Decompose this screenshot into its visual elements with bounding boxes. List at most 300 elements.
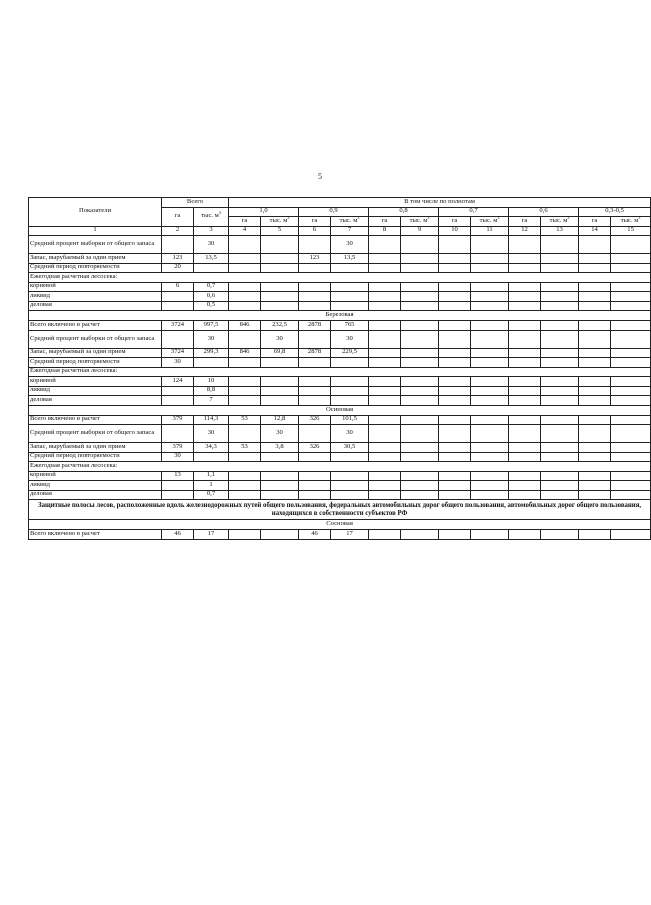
table-cell: 124 bbox=[162, 377, 194, 387]
header-unit-ha: га bbox=[509, 217, 541, 227]
table-cell bbox=[162, 330, 194, 348]
table-cell bbox=[369, 452, 401, 462]
header-unit-ha: га bbox=[439, 217, 471, 227]
subheading: Ежегодная расчетная лесосека: bbox=[29, 367, 651, 377]
table-cell: 0,6 bbox=[194, 292, 229, 302]
table-cell bbox=[579, 425, 611, 443]
table-cell bbox=[401, 358, 439, 368]
table-row bbox=[29, 481, 651, 491]
row-label: Средний период повторяемости bbox=[29, 263, 162, 273]
column-number: 5 bbox=[261, 226, 299, 236]
table-cell: 30 bbox=[331, 330, 369, 348]
table-cell: 20 bbox=[162, 263, 194, 273]
table-cell bbox=[509, 452, 541, 462]
table-cell bbox=[611, 358, 651, 368]
table-cell bbox=[509, 358, 541, 368]
table-cell bbox=[541, 377, 579, 387]
header-density: 0,6 bbox=[509, 207, 579, 217]
column-number: 12 bbox=[509, 226, 541, 236]
table-cell bbox=[439, 481, 471, 491]
table-cell bbox=[579, 396, 611, 406]
table-cell bbox=[471, 236, 509, 254]
table-cell bbox=[261, 471, 299, 481]
table-cell: 17 bbox=[331, 530, 369, 540]
table-cell bbox=[541, 396, 579, 406]
table-cell bbox=[611, 490, 651, 500]
table-cell: 8,8 bbox=[194, 386, 229, 396]
table-cell bbox=[439, 386, 471, 396]
table-cell: 30 bbox=[261, 425, 299, 443]
table-cell bbox=[369, 396, 401, 406]
table-cell bbox=[579, 236, 611, 254]
table-cell bbox=[401, 386, 439, 396]
table-cell: 846 bbox=[229, 348, 261, 358]
table-cell bbox=[229, 282, 261, 292]
table-cell bbox=[439, 425, 471, 443]
header-unit-volume: тыс. $м^3$ bbox=[611, 217, 651, 227]
table-cell bbox=[439, 490, 471, 500]
table-cell: 114,3 bbox=[194, 415, 229, 425]
table-cell bbox=[439, 452, 471, 462]
table-cell bbox=[439, 263, 471, 273]
header-unit-ha: га bbox=[229, 217, 261, 227]
table-cell bbox=[229, 236, 261, 254]
table-cell bbox=[229, 301, 261, 311]
table-cell bbox=[369, 254, 401, 264]
table-row bbox=[29, 311, 651, 321]
table-cell bbox=[541, 301, 579, 311]
table-cell bbox=[509, 530, 541, 540]
table-cell bbox=[509, 282, 541, 292]
table-cell bbox=[611, 396, 651, 406]
table-cell bbox=[579, 377, 611, 387]
table-cell bbox=[369, 292, 401, 302]
header-unit-ha: га bbox=[579, 217, 611, 227]
table-cell bbox=[509, 263, 541, 273]
table-row bbox=[29, 254, 651, 264]
table-cell bbox=[471, 292, 509, 302]
table-cell bbox=[579, 481, 611, 491]
table-row bbox=[29, 273, 651, 283]
table-row bbox=[29, 490, 651, 500]
table-cell bbox=[471, 263, 509, 273]
table-row bbox=[29, 330, 651, 348]
table-cell: 2878 bbox=[299, 321, 331, 331]
table-cell bbox=[611, 481, 651, 491]
table-cell bbox=[471, 358, 509, 368]
table-row bbox=[29, 452, 651, 462]
table-cell bbox=[401, 292, 439, 302]
table-cell bbox=[369, 471, 401, 481]
table-cell bbox=[579, 471, 611, 481]
table-cell bbox=[611, 386, 651, 396]
table-cell bbox=[471, 301, 509, 311]
header-by-density: В том числе по полнотам bbox=[229, 198, 651, 208]
table-cell bbox=[471, 348, 509, 358]
table-cell bbox=[439, 292, 471, 302]
table-cell bbox=[162, 301, 194, 311]
table-cell bbox=[611, 443, 651, 453]
table-cell bbox=[261, 490, 299, 500]
table-cell bbox=[369, 330, 401, 348]
row-label: Запас, вырубаемый за один прием bbox=[29, 348, 162, 358]
table-cell bbox=[579, 490, 611, 500]
table-cell bbox=[471, 396, 509, 406]
subheading: Ежегодная расчетная лесосека: bbox=[29, 273, 651, 283]
row-label: Средний период повторяемости bbox=[29, 358, 162, 368]
row-label: Всего включено в расчет bbox=[29, 530, 162, 540]
table-row bbox=[29, 471, 651, 481]
table-row bbox=[29, 415, 651, 425]
table-cell bbox=[229, 471, 261, 481]
table-cell: 30 bbox=[194, 330, 229, 348]
header-unit-ha: га bbox=[369, 217, 401, 227]
table-cell bbox=[611, 236, 651, 254]
table-cell bbox=[541, 358, 579, 368]
section-heading: Сосновая bbox=[29, 520, 651, 530]
table-cell bbox=[579, 358, 611, 368]
column-number: 8 bbox=[369, 226, 401, 236]
table-cell bbox=[299, 301, 331, 311]
table-cell bbox=[369, 425, 401, 443]
table-cell bbox=[471, 443, 509, 453]
table-cell bbox=[401, 415, 439, 425]
table-cell bbox=[471, 386, 509, 396]
table-cell bbox=[471, 254, 509, 264]
table-row bbox=[29, 377, 651, 387]
table-cell bbox=[299, 490, 331, 500]
table-cell bbox=[369, 530, 401, 540]
table-cell bbox=[439, 321, 471, 331]
table-cell bbox=[331, 386, 369, 396]
table-cell bbox=[261, 358, 299, 368]
table-cell bbox=[541, 330, 579, 348]
table-cell bbox=[229, 254, 261, 264]
table-cell bbox=[194, 358, 229, 368]
table-cell bbox=[299, 236, 331, 254]
table-cell bbox=[579, 452, 611, 462]
table-cell: 229,5 bbox=[331, 348, 369, 358]
table-cell bbox=[401, 530, 439, 540]
header-density: 0,9 bbox=[299, 207, 369, 217]
table-cell bbox=[331, 301, 369, 311]
table-cell bbox=[541, 471, 579, 481]
table-cell: 12,8 bbox=[261, 415, 299, 425]
table-cell bbox=[162, 490, 194, 500]
table-row bbox=[29, 443, 651, 453]
column-number: 1 bbox=[29, 226, 162, 236]
table-cell bbox=[162, 425, 194, 443]
table-cell bbox=[439, 471, 471, 481]
table-cell: 17 bbox=[194, 530, 229, 540]
table-row bbox=[29, 282, 651, 292]
table-cell bbox=[579, 443, 611, 453]
table-cell bbox=[611, 321, 651, 331]
table-cell: 326 bbox=[299, 443, 331, 453]
table-cell bbox=[579, 530, 611, 540]
table-cell bbox=[229, 377, 261, 387]
table-cell bbox=[541, 530, 579, 540]
table-cell bbox=[471, 481, 509, 491]
table-cell bbox=[579, 263, 611, 273]
table-cell bbox=[401, 377, 439, 387]
row-label: Запас, вырубаемый за один прием bbox=[29, 443, 162, 453]
table-cell: 10 bbox=[194, 377, 229, 387]
table-cell bbox=[509, 348, 541, 358]
row-label: Средний период повторяемости bbox=[29, 452, 162, 462]
table-cell bbox=[611, 348, 651, 358]
table-cell bbox=[439, 415, 471, 425]
table-cell bbox=[331, 292, 369, 302]
row-label: деловая bbox=[29, 301, 162, 311]
table-cell bbox=[611, 292, 651, 302]
table-cell bbox=[229, 263, 261, 273]
column-number: 9 bbox=[401, 226, 439, 236]
table-cell: 232,5 bbox=[261, 321, 299, 331]
table-cell bbox=[509, 386, 541, 396]
table-cell bbox=[541, 481, 579, 491]
row-label: Средний процент выборки от общего запаса bbox=[29, 330, 162, 348]
row-label: ликвид bbox=[29, 292, 162, 302]
table-row bbox=[29, 358, 651, 368]
section-heading: Осиновая bbox=[29, 405, 651, 415]
table-cell: 30 bbox=[162, 358, 194, 368]
table-cell bbox=[369, 415, 401, 425]
table-cell bbox=[439, 396, 471, 406]
table-cell bbox=[611, 282, 651, 292]
column-number: 10 bbox=[439, 226, 471, 236]
table-cell: 46 bbox=[299, 530, 331, 540]
table-cell bbox=[439, 254, 471, 264]
table-cell: 30 bbox=[331, 236, 369, 254]
table-cell bbox=[194, 263, 229, 273]
table-row bbox=[29, 321, 651, 331]
table-cell bbox=[439, 377, 471, 387]
table-cell bbox=[579, 321, 611, 331]
table-cell bbox=[261, 292, 299, 302]
table-cell: 30 bbox=[331, 425, 369, 443]
table-cell bbox=[439, 330, 471, 348]
column-number: 7 bbox=[331, 226, 369, 236]
table-cell bbox=[509, 301, 541, 311]
table-cell bbox=[299, 358, 331, 368]
table-cell bbox=[401, 348, 439, 358]
table-cell bbox=[541, 443, 579, 453]
header-density: 1,0 bbox=[229, 207, 299, 217]
row-label: корневой bbox=[29, 471, 162, 481]
table-cell bbox=[261, 386, 299, 396]
table-row bbox=[29, 367, 651, 377]
table-cell bbox=[229, 358, 261, 368]
table-cell bbox=[261, 282, 299, 292]
table-cell bbox=[579, 282, 611, 292]
table-cell bbox=[162, 396, 194, 406]
table-cell: 3724 bbox=[162, 321, 194, 331]
table-cell bbox=[509, 396, 541, 406]
table-cell: 46 bbox=[162, 530, 194, 540]
table-cell bbox=[471, 321, 509, 331]
table-cell: 30 bbox=[162, 452, 194, 462]
header-indicators: Показатели bbox=[29, 198, 162, 227]
table-cell: 379 bbox=[162, 443, 194, 453]
table-cell bbox=[439, 443, 471, 453]
table-cell bbox=[229, 386, 261, 396]
header-unit-volume: тыс. $м^3$ bbox=[541, 217, 579, 227]
row-label: ликвид bbox=[29, 386, 162, 396]
table-cell bbox=[401, 321, 439, 331]
table-cell bbox=[579, 348, 611, 358]
table-cell: 1 bbox=[194, 481, 229, 491]
table-cell bbox=[541, 292, 579, 302]
table-cell bbox=[471, 282, 509, 292]
page-number: 5 bbox=[318, 172, 322, 181]
table-cell: 30,5 bbox=[331, 443, 369, 453]
table-cell bbox=[439, 236, 471, 254]
table-cell bbox=[331, 358, 369, 368]
table-cell bbox=[331, 282, 369, 292]
table-cell bbox=[369, 490, 401, 500]
table-cell bbox=[369, 377, 401, 387]
table-cell bbox=[541, 321, 579, 331]
header-unit-volume: тыс. $м^3$ bbox=[401, 217, 439, 227]
table-cell bbox=[541, 254, 579, 264]
table-cell bbox=[369, 263, 401, 273]
table-cell bbox=[299, 330, 331, 348]
table-cell bbox=[509, 292, 541, 302]
table-cell bbox=[369, 321, 401, 331]
table-cell bbox=[331, 471, 369, 481]
table-row bbox=[29, 292, 651, 302]
table-cell: 379 bbox=[162, 415, 194, 425]
table-cell bbox=[471, 377, 509, 387]
group-heading: Защитные полосы лесов, расположенные вдоль железнодорожных путей общего пользования, федеральных автомобильных дорог общего пользования, автомобильных дорог общего пользования, находящихся в собственности субъектов РФ bbox=[29, 500, 651, 520]
table-cell bbox=[261, 263, 299, 273]
table-cell bbox=[541, 236, 579, 254]
table-cell bbox=[579, 301, 611, 311]
table-cell bbox=[194, 452, 229, 462]
table-cell bbox=[471, 530, 509, 540]
table-cell bbox=[299, 396, 331, 406]
table-cell bbox=[299, 452, 331, 462]
table-cell bbox=[299, 386, 331, 396]
table-cell bbox=[509, 490, 541, 500]
table-cell: 1,1 bbox=[194, 471, 229, 481]
table-cell bbox=[229, 452, 261, 462]
table-cell bbox=[299, 377, 331, 387]
table-cell: 34,3 bbox=[194, 443, 229, 453]
column-number: 2 bbox=[162, 226, 194, 236]
header-density: 0,7 bbox=[439, 207, 509, 217]
table-cell bbox=[299, 481, 331, 491]
table-cell bbox=[229, 330, 261, 348]
table-cell bbox=[509, 321, 541, 331]
table-cell bbox=[369, 282, 401, 292]
table-cell: 30 bbox=[194, 425, 229, 443]
header-density: 0,8 bbox=[369, 207, 439, 217]
header-unit-volume: тыс. $м^3$ bbox=[331, 217, 369, 227]
table-cell bbox=[439, 358, 471, 368]
table-cell bbox=[611, 301, 651, 311]
table-cell bbox=[611, 530, 651, 540]
header-total: Всего bbox=[162, 198, 229, 208]
table-cell bbox=[509, 377, 541, 387]
table-cell: 997,5 bbox=[194, 321, 229, 331]
header-unit-ha: га bbox=[299, 217, 331, 227]
table-cell bbox=[439, 301, 471, 311]
table-cell: 13,5 bbox=[194, 254, 229, 264]
table-cell bbox=[299, 471, 331, 481]
table-cell bbox=[509, 481, 541, 491]
table-cell: 326 bbox=[299, 415, 331, 425]
table-cell bbox=[331, 377, 369, 387]
table-cell bbox=[261, 254, 299, 264]
table-cell bbox=[261, 236, 299, 254]
table-cell bbox=[369, 358, 401, 368]
table-cell bbox=[509, 254, 541, 264]
table-cell bbox=[541, 425, 579, 443]
table-cell: 299,3 bbox=[194, 348, 229, 358]
table-cell bbox=[261, 396, 299, 406]
table-cell bbox=[331, 490, 369, 500]
table-cell: 30 bbox=[261, 330, 299, 348]
table-cell bbox=[229, 292, 261, 302]
table-cell: 765 bbox=[331, 321, 369, 331]
column-number: 3 bbox=[194, 226, 229, 236]
table-cell bbox=[509, 443, 541, 453]
table-cell: 53 bbox=[229, 415, 261, 425]
table-cell bbox=[401, 481, 439, 491]
table-cell: 3,8 bbox=[261, 443, 299, 453]
table-cell: 101,5 bbox=[331, 415, 369, 425]
table-row bbox=[29, 236, 651, 254]
table-cell bbox=[541, 348, 579, 358]
table-cell bbox=[331, 396, 369, 406]
table-cell bbox=[261, 530, 299, 540]
column-number: 4 bbox=[229, 226, 261, 236]
table-cell bbox=[261, 452, 299, 462]
table-row bbox=[29, 301, 651, 311]
table-cell bbox=[369, 236, 401, 254]
table-cell bbox=[401, 443, 439, 453]
header-total-volume: тыс. $м^3$ bbox=[194, 207, 229, 226]
table-cell bbox=[471, 452, 509, 462]
table-cell bbox=[369, 301, 401, 311]
row-label: корневой bbox=[29, 377, 162, 387]
row-label: ликвид bbox=[29, 481, 162, 491]
table-cell bbox=[331, 481, 369, 491]
row-label: Всего включено в расчет bbox=[29, 415, 162, 425]
table-cell bbox=[579, 386, 611, 396]
table-cell bbox=[299, 425, 331, 443]
table-cell bbox=[401, 282, 439, 292]
table-cell bbox=[299, 292, 331, 302]
table-cell: 53 bbox=[229, 443, 261, 453]
table-cell bbox=[162, 386, 194, 396]
section-heading: Березовая bbox=[29, 311, 651, 321]
table-cell bbox=[261, 481, 299, 491]
table-cell: 2878 bbox=[299, 348, 331, 358]
table-cell bbox=[541, 386, 579, 396]
table-cell bbox=[162, 481, 194, 491]
table-cell bbox=[471, 490, 509, 500]
table-cell bbox=[541, 263, 579, 273]
table-cell bbox=[401, 471, 439, 481]
table-cell bbox=[401, 236, 439, 254]
table-cell bbox=[611, 415, 651, 425]
table-cell bbox=[541, 415, 579, 425]
header-unit-volume: тыс. $м^3$ bbox=[471, 217, 509, 227]
table-cell bbox=[611, 377, 651, 387]
